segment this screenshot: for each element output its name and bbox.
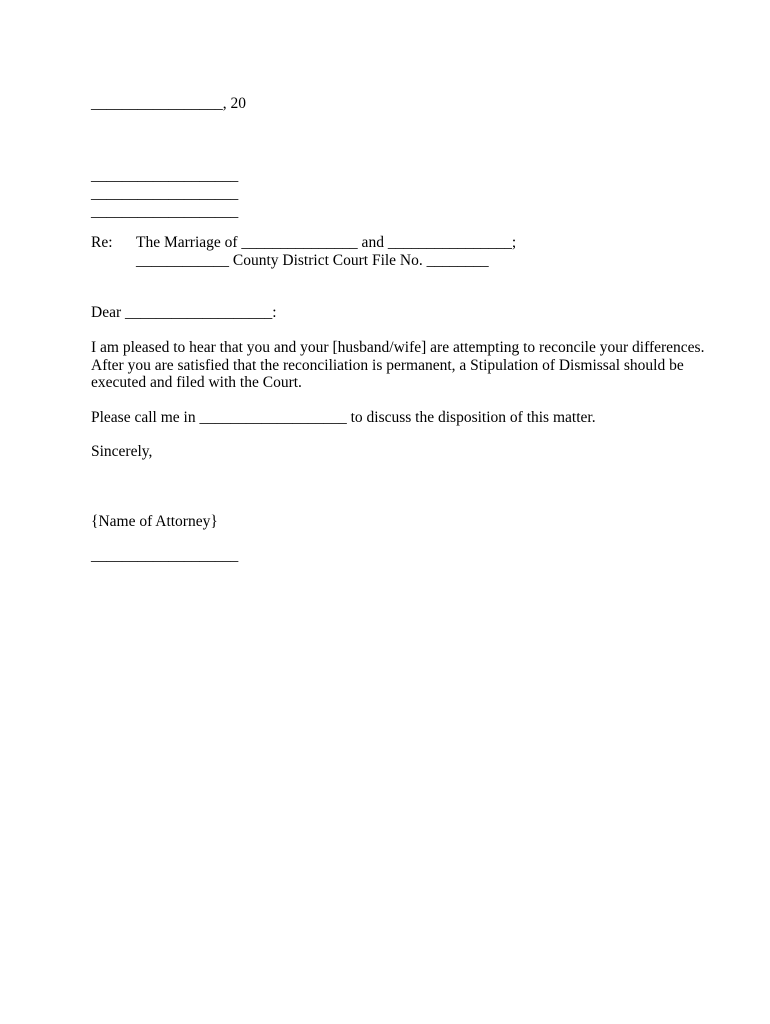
paragraph-1-line-3: executed and filed with the Court. <box>91 374 302 391</box>
address-line-3: ___________________ <box>91 203 239 220</box>
signature-line: ___________________ <box>91 547 239 564</box>
closing: Sincerely, <box>91 443 153 460</box>
signer-name: {Name of Attorney} <box>91 513 218 530</box>
date-line: _________________, 20 <box>91 95 246 112</box>
re-line-marriage: The Marriage of _______________ and ________________; <box>136 234 517 251</box>
re-line-file-number: ____________ County District Court File No. ________ <box>136 252 489 269</box>
re-label: Re: <box>91 234 113 251</box>
address-line-2: ___________________ <box>91 185 239 202</box>
paragraph-2: Please call me in ___________________ to discuss the disposition of this matter. <box>91 409 596 426</box>
paragraph-1-line-2: After you are satisfied that the reconciliation is permanent, a Stipulation of Dismissal should be <box>91 357 684 374</box>
salutation: Dear ___________________: <box>91 304 277 321</box>
paragraph-1-line-1: I am pleased to hear that you and your [husband/wife] are attempting to reconcile your differences. <box>91 339 705 356</box>
address-line-1: ___________________ <box>91 167 239 184</box>
